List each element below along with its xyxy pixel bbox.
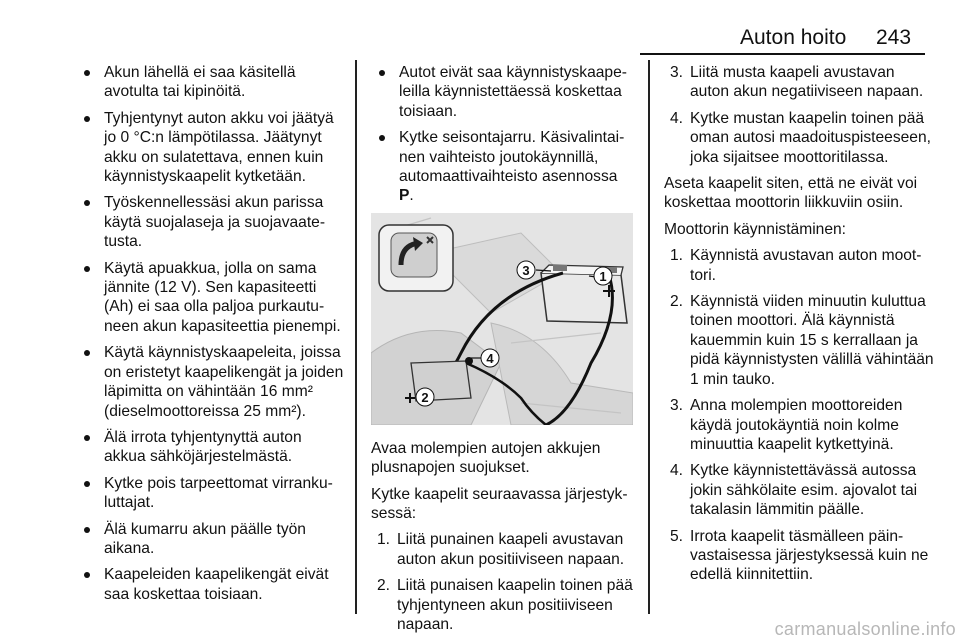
step-item: [664, 396, 934, 454]
bullet-item: Älä irrota tyhjentynyttä auton akkua sähköjärjestelmästä.: [76, 428, 344, 467]
step-text: Liitä punaisen kaapelin toinen pää tyhjentyneen akun positiiviseen napaan.: [397, 577, 633, 634]
step-item: [371, 576, 641, 634]
section-title: Auton hoito: [740, 26, 847, 49]
column-3: [664, 63, 934, 592]
step-text: Kytke mustan kaapelin toinen pää oman autosi maadoituspisteeseen, joka sijaitsee moottoritilassa.: [690, 109, 931, 166]
step-text: Irrota kaapelit täsmälleen päinvastaisessa järjestyksessä kuin ne edellä kiinnitettiin.: [690, 527, 929, 584]
step-item: [664, 461, 934, 519]
step-item: [664, 63, 934, 102]
safety-bullet-list: [76, 63, 344, 604]
step-item: [664, 246, 934, 285]
bullet-item: Työskennellessäsi akun parissa käytä suojalaseja ja suojavaatetusta.: [76, 193, 344, 251]
bullet-item: Älä kumarru akun päälle työn aikana.: [76, 520, 344, 559]
bullet-text: Kytke seisontajarru. Käsivalintainen vaihteisto joutokäynnillä, automaattivaihteisto asennossa: [399, 129, 625, 186]
figure-label-3: 3: [522, 262, 530, 278]
step-number: 4.: [670, 462, 684, 480]
column-divider-2: [648, 60, 650, 614]
connection-steps-list: [371, 530, 641, 634]
step-item: [664, 527, 934, 585]
figure-label-1: 1: [599, 268, 607, 284]
preparation-bullet-list: [371, 63, 641, 206]
bullet-item: Autot eivät saa käynnistyskaapeleilla käynnistettäessä koskettaa toisiaan.: [371, 63, 641, 121]
step-text: Kytke käynnistettävässä autossa jokin sähkölaite esim. ajovalot tai takalasin lämmitin päälle.: [690, 462, 918, 519]
connection-steps-list-continued: [664, 63, 934, 167]
page-number: 243: [876, 26, 912, 49]
column-divider-1: [355, 60, 357, 614]
step-text: Käynnistä viiden minuutin kuluttua toinen moottori. Älä käynnistä kauemmin kuin 15 s kerrallaan ja pidä käynnistysten välillä vähintään 1 min tauko.: [690, 293, 934, 388]
bullet-item: Akun lähellä ei saa käsitellä avotulta tai kipinöitä.: [76, 63, 344, 102]
step-number: 5.: [670, 527, 684, 545]
step-number: 3.: [670, 64, 684, 81]
step-number: 1.: [670, 247, 684, 265]
bullet-item: Käytä käynnistyskaapeleita, joissa on eristetyt kaapelikengät ja joiden läpimitta on vähintään 16 mm² (dieselmoottoreissa 25 mm²).: [76, 343, 344, 421]
step-number: 1.: [377, 531, 391, 549]
bullet-item: Käytä apuakkua, jolla on sama jännite (12 V). Sen kapasiteetti (Ah) ei saa olla paljoa purkautuneen akun kapasiteettia pienempi.: [76, 259, 344, 337]
step-item: [371, 530, 641, 569]
step-text: Käynnistä avustavan auton moottori.: [690, 247, 922, 284]
paragraph: Avaa molempien autojen akkujen plusnapojen suojukset.: [371, 439, 601, 477]
step-item: [664, 292, 934, 389]
step-number: 4.: [670, 109, 684, 127]
step-text: Liitä punainen kaapeli avustavan auton akun positiiviseen napaan.: [397, 531, 625, 568]
bullet-item: Kaapeleiden kaapelikengät eivät saa koskettaa toisiaan.: [76, 565, 344, 604]
engine-start-steps-list: [664, 246, 934, 585]
gear-position-p: P: [399, 187, 410, 205]
step-text: Liitä musta kaapeli avustavan auton akun negatiiviseen napaan.: [690, 64, 924, 101]
jump-start-illustration: [371, 213, 633, 425]
step-number: 2.: [377, 577, 391, 595]
step-item: [664, 109, 934, 167]
figure-label-4: 4: [486, 350, 494, 366]
bullet-item: Kytke seisontajarru. Käsivalintainen vaihteisto joutokäynnillä, automaattivaihteisto asennossa P.: [371, 128, 641, 206]
paragraph: Aseta kaapelit siten, että ne eivät voi koskettaa moottorin liikkuviin osiin.: [664, 175, 918, 212]
step-number: 3.: [670, 397, 684, 415]
column-2: [371, 63, 641, 642]
watermark: carmanualsonline.info: [774, 619, 956, 639]
figure-label-2: 2: [421, 389, 429, 405]
paragraph: Moottorin käynnistäminen:: [664, 220, 847, 238]
page-header: [0, 0, 960, 60]
bullet-item: Tyhjentynyt auton akku voi jäätyä jo 0 °C:n lämpötilassa. Jäätynyt akku on sulatettava, ennen kuin käynnistyskaapelit kytketään.: [76, 109, 344, 187]
header-rule: [640, 53, 925, 55]
column-1: [76, 63, 344, 611]
bullet-item: Kytke pois tarpeettomat virrankuluttajat.: [76, 474, 344, 513]
paragraph: Kytke kaapelit seuraavassa järjestyksessä:: [371, 485, 628, 523]
step-text: Anna molempien moottoreiden käydä joutokäyntiä noin kolme minuuttia kaapelit kytkettyinä.: [690, 397, 903, 453]
step-number: 2.: [670, 293, 684, 311]
